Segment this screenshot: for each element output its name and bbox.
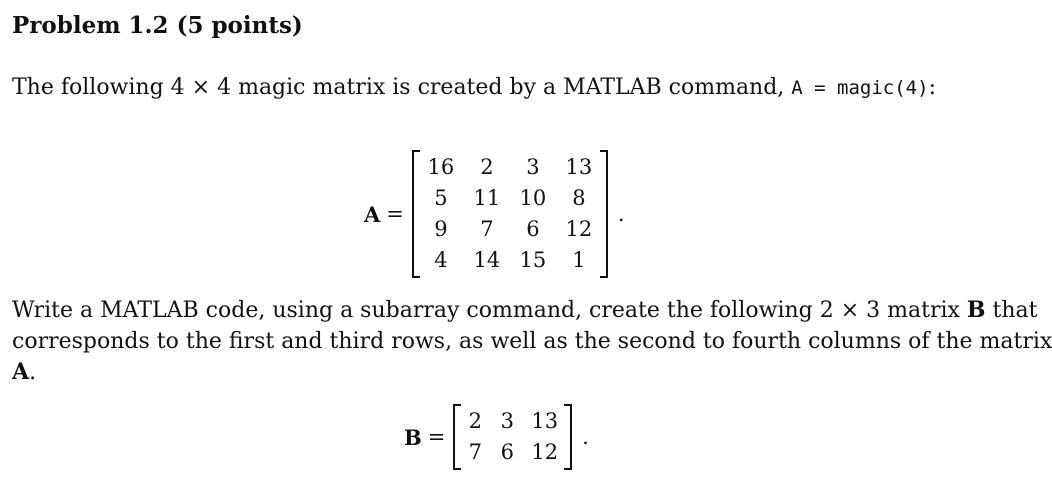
matrix-a-period: .	[617, 202, 625, 226]
matlab-command: A = magic(4)	[791, 77, 929, 99]
matrix-b-left-bracket	[453, 404, 461, 470]
matrix-b-cell: 2	[468, 409, 483, 433]
matrix-a-equation	[364, 150, 625, 278]
matrix-b-table	[459, 406, 566, 468]
matrix-a-cell: 5	[434, 186, 448, 210]
matrix-b-row	[459, 406, 566, 437]
matrix-a-cell: 9	[434, 217, 448, 241]
matrix-a-table	[418, 152, 602, 276]
matrix-a-row	[418, 245, 602, 276]
matrix-a-cell: 7	[480, 217, 494, 241]
task-matrix-a-ref: A	[12, 359, 30, 385]
task-period: .	[29, 360, 37, 385]
matrix-a-left-bracket	[412, 150, 420, 278]
matrix-a-cell: 15	[519, 248, 547, 272]
task-matrix-b-ref: B	[966, 297, 986, 323]
task-line-2: corresponds to the first and third rows, as well as the second to fourth columns of the matrix	[12, 329, 1052, 354]
matrix-a-cell: 1	[572, 248, 586, 272]
matrix-a-cell: 8	[572, 186, 586, 210]
matrix-b-cell: 6	[500, 440, 515, 464]
matrix-b-cell: 3	[500, 409, 515, 433]
matrix-b-equation	[404, 404, 589, 470]
matrix-a	[412, 150, 608, 278]
task-text-end: that	[985, 298, 1038, 323]
problem-heading: Problem 1.2 (5 points)	[12, 12, 303, 39]
matrix-b	[453, 404, 572, 470]
matrix-b-equals: =	[427, 425, 446, 449]
intro-text: The following 4 × 4 magic matrix is created by a MATLAB command,	[12, 75, 792, 100]
matrix-a-row	[418, 214, 602, 245]
matrix-a-row	[418, 152, 602, 183]
intro-colon: :	[928, 75, 936, 100]
matrix-a-cell: 11	[473, 186, 501, 210]
matrix-a-cell: 12	[565, 217, 593, 241]
task-line-1	[12, 295, 1052, 326]
matrix-a-cell: 4	[434, 248, 448, 272]
matrix-b-cell: 13	[531, 409, 559, 433]
task-text: Write a MATLAB code, using a subarray command, create the following 2 × 3 matrix	[12, 298, 967, 323]
matrix-a-cell: 6	[526, 217, 540, 241]
matrix-a-cell: 16	[427, 155, 455, 179]
matrix-a-label: A	[364, 201, 381, 227]
task-line-3	[12, 357, 1052, 388]
matrix-a-cell: 3	[526, 155, 540, 179]
matrix-b-period: .	[582, 425, 589, 449]
matrix-a-row	[418, 183, 602, 214]
matrix-a-cell: 10	[519, 186, 547, 210]
intro-paragraph	[12, 72, 936, 104]
matrix-a-right-bracket	[600, 150, 608, 278]
matrix-a-cell: 2	[480, 155, 494, 179]
matrix-a-equals: =	[386, 202, 404, 226]
matrix-b-cell: 12	[531, 440, 559, 464]
matrix-b-cell: 7	[468, 440, 483, 464]
matrix-b-right-bracket	[564, 404, 572, 470]
matrix-a-cell: 13	[565, 155, 593, 179]
matrix-b-label: B	[404, 424, 422, 450]
task-paragraph	[12, 295, 1052, 388]
matrix-b-row	[459, 437, 566, 468]
matrix-a-cell: 14	[473, 248, 501, 272]
